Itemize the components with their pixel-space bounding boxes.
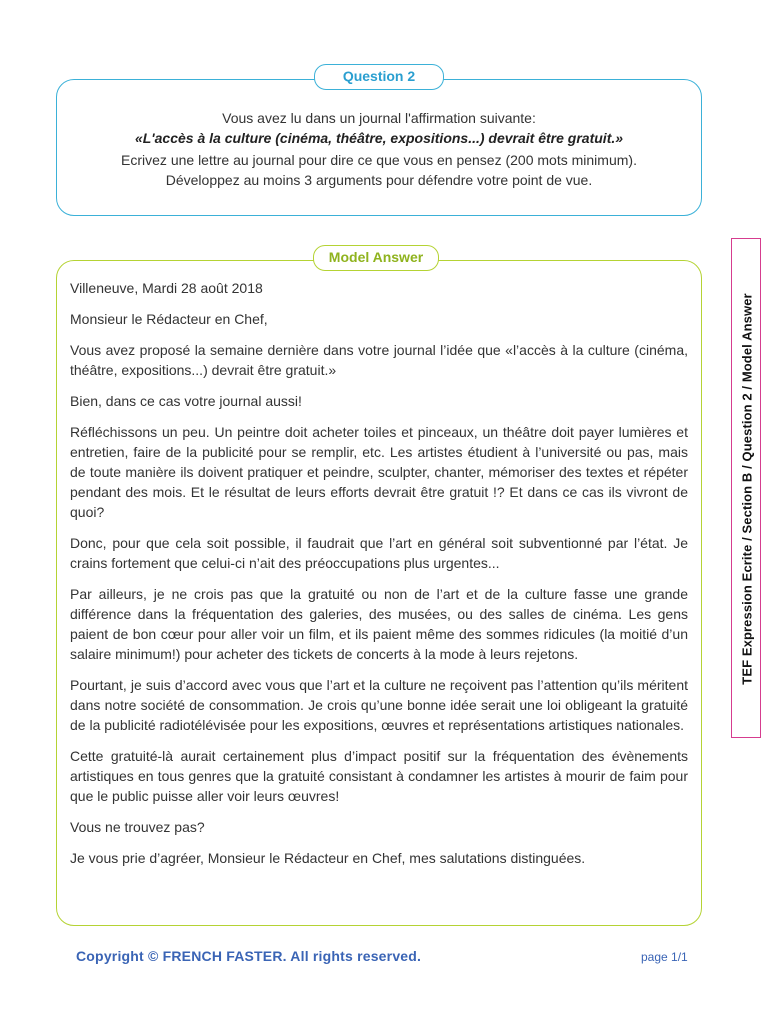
- question-tab-label: Question 2: [314, 64, 444, 90]
- question-intro: Vous avez lu dans un journal l'affirmation suivante:: [222, 110, 536, 126]
- question-content: [70, 108, 688, 190]
- letter-date: Villeneuve, Mardi 28 août 2018: [70, 280, 263, 296]
- letter-paragraph: Pourtant, je suis d’accord avec vous que l’art et la culture ne reçoivent pas l’attention qu’ils méritent dans notre société de consommation. Je crois qu’une bonne idée serait une loi obligeant la gratuité de la publicité radiotélévisée pour les expositions, œuvres et représentations artistiques nationales.: [70, 677, 688, 733]
- question-instruction-1: Ecrivez une lettre au journal pour dire ce que vous en pensez (200 mots minimum).: [121, 152, 637, 168]
- question-quote: «L'accès à la culture (cinéma, théâtre, expositions...) devrait être gratuit.»: [134, 130, 624, 146]
- letter-paragraph: Donc, pour que cela soit possible, il faudrait que l’art en général soit subventionné par l’état. Je crains fortement que celui-ci n’ait des préoccupations plus urgentes...: [70, 535, 688, 571]
- letter-paragraph: Bien, dans ce cas votre journal aussi!: [70, 393, 302, 409]
- letter-paragraph: Cette gratuité-là aurait certainement plus d’impact positif sur la fréquentation des évènements artistiques en tous genres que la gratuité consistant à condamner les artistes à mourir de faim pour que le public puisse aller voir leurs œuvres!: [70, 748, 688, 804]
- question-instruction-2: Développez au moins 3 arguments pour défendre votre point de vue.: [165, 172, 593, 188]
- letter-paragraph: Par ailleurs, je ne crois pas que la gratuité ou non de l’art et de la culture fasse une grande différence dans la fréquentation des galeries, des musées, ou des salles de cinéma. Les gens paient de bon cœur pour aller voir un film, et ils paient même des sommes ridicules (la moitié d’un salaire minimum!) pour acheter des tickets de concerts à la mode à leurs rejetons.: [70, 586, 688, 662]
- letter-paragraph: Vous avez proposé la semaine dernière dans votre journal l’idée que «l’accès à la culture (cinéma, théâtre, expositions...) devrait être gratuit.»: [70, 342, 688, 378]
- answer-letter: [70, 278, 688, 879]
- sidebar-label: TEF Expression Ecrite / Section B / Question 2 / Model Answer: [739, 293, 755, 685]
- letter-paragraph: Réfléchissons un peu. Un peintre doit acheter toiles et pinceaux, un théâtre doit payer lumières et entretien, faire de la publicité pour se remplir, etc. Les artistes étudient à l’université ou pas, mais de toute manière ils doivent pratiquer et peindre, sculpter, chanter, mémoriser des textes et répéter pendant des mois. Et le résultat de leurs efforts devrait être gratuit !? Et dans ce cas ils vivront de quoi?: [70, 424, 688, 520]
- letter-paragraph: Vous ne trouvez pas?: [70, 819, 205, 835]
- copyright-notice: Copyright © FRENCH FASTER. All rights reserved.: [76, 948, 422, 964]
- page-number: page 1/1: [641, 950, 688, 964]
- answer-tab-label: Model Answer: [313, 245, 439, 271]
- letter-salutation: Monsieur le Rédacteur en Chef,: [70, 311, 268, 327]
- letter-closing: Je vous prie d’agréer, Monsieur le Rédacteur en Chef, mes salutations distinguées.: [70, 850, 586, 866]
- sidebar-label-box: [731, 238, 761, 738]
